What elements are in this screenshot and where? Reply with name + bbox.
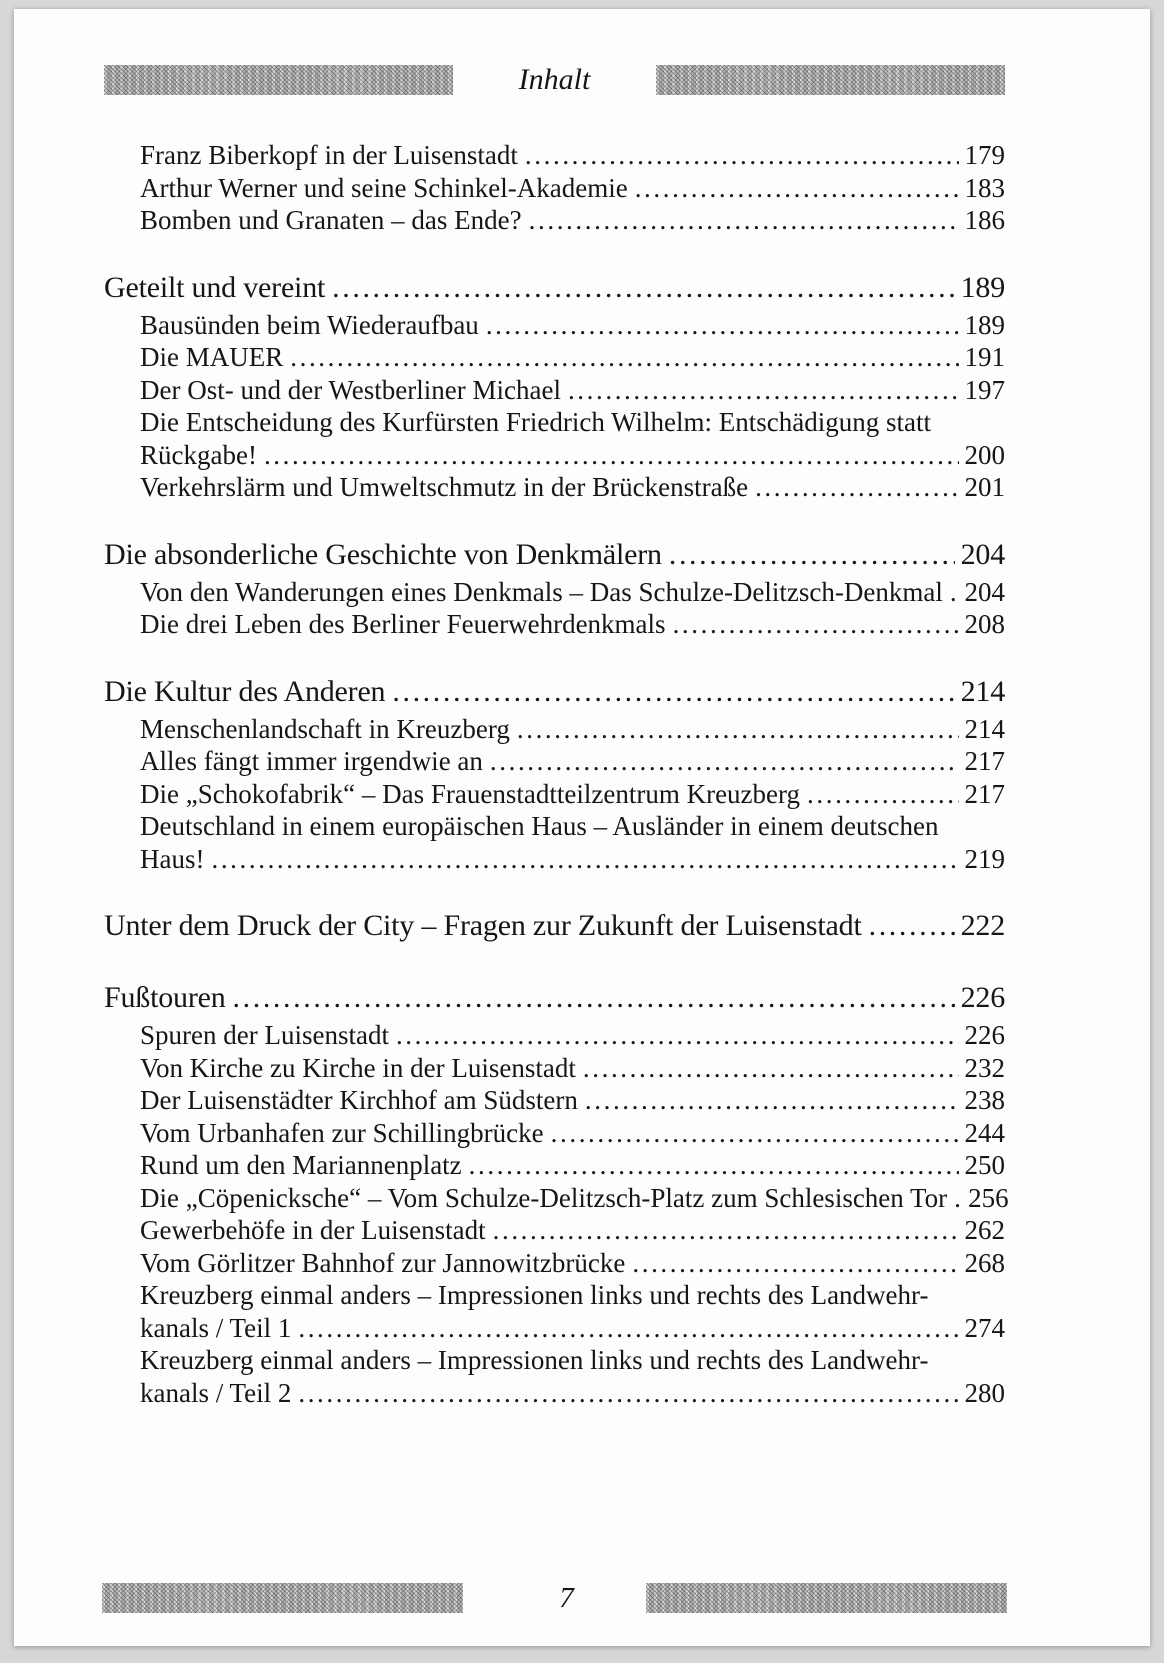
dot-leader xyxy=(486,309,959,342)
toc-page-number: 280 xyxy=(964,1377,1005,1408)
dot-leader xyxy=(211,843,958,876)
dot-leader xyxy=(755,471,958,504)
toc-item xyxy=(104,843,1005,876)
toc-item xyxy=(104,1019,1005,1052)
toc-item-title: Die „Schokofabrik“ – Das Frauenstadtteilzentrum Kreuzberg xyxy=(140,778,801,809)
toc-item xyxy=(104,341,1005,374)
toc-page-number: 204 xyxy=(960,537,1005,571)
header-right-hatch-bar xyxy=(656,65,1005,95)
toc-item xyxy=(104,471,1005,504)
dot-leader xyxy=(529,204,959,237)
toc-item xyxy=(104,204,1005,237)
dot-leader xyxy=(950,576,959,609)
toc-item xyxy=(104,745,1005,778)
toc-page-number: 179 xyxy=(964,140,1005,170)
toc-page-number: 222 xyxy=(960,909,1005,942)
toc-page-number: 217 xyxy=(964,778,1005,809)
toc-page-number: 201 xyxy=(964,472,1005,502)
toc-page-number: 208 xyxy=(964,609,1005,639)
toc-group xyxy=(104,977,1009,1409)
dot-leader xyxy=(869,905,955,947)
toc-item xyxy=(104,139,1005,172)
dot-leader xyxy=(298,1377,958,1410)
toc-page-number: 214 xyxy=(960,674,1005,708)
toc-page-number: 244 xyxy=(964,1117,1005,1148)
toc-page-number: 214 xyxy=(964,713,1005,744)
toc-section-title: Fußtouren xyxy=(104,981,226,1014)
page-header xyxy=(104,65,1005,95)
toc-item-title: Die drei Leben des Berliner Feuerwehrdenkmals xyxy=(140,609,666,639)
toc-item xyxy=(104,778,1005,811)
toc-item-title: Alles fängt immer irgendwie an xyxy=(140,746,483,776)
toc-page-number: 186 xyxy=(964,205,1005,235)
toc-item-title: Spuren der Luisenstadt xyxy=(140,1020,389,1050)
dot-leader xyxy=(233,977,955,1019)
scanned-page xyxy=(14,9,1150,1646)
toc-item-title: Arthur Werner und seine Schinkel-Akademie xyxy=(140,172,628,203)
footer-page-number: 7 xyxy=(559,1582,574,1614)
toc-section-heading xyxy=(104,671,1005,713)
toc-page-number: 262 xyxy=(964,1215,1005,1245)
header-left-hatch-bar xyxy=(104,65,453,95)
toc-item xyxy=(104,1247,1005,1280)
toc-item xyxy=(104,576,1005,609)
toc-item xyxy=(104,1149,1005,1182)
footer-right-hatch-bar xyxy=(646,1583,1007,1613)
toc-item xyxy=(104,374,1005,407)
toc-page-number: 238 xyxy=(964,1085,1005,1115)
toc-item-title: Vom Görlitzer Bahnhof zur Jannowitzbrücke xyxy=(140,1247,626,1278)
toc-page-number: 200 xyxy=(964,439,1005,470)
toc-item xyxy=(104,713,1005,746)
toc-page-number: 250 xyxy=(964,1150,1005,1180)
toc-page-number: 232 xyxy=(964,1052,1005,1083)
toc-page-number: 191 xyxy=(964,342,1005,372)
toc-group xyxy=(104,534,1005,641)
page-title: Inhalt xyxy=(518,63,591,96)
dot-leader xyxy=(517,713,959,746)
toc-section-title: Unter dem Druck der City – Fragen zur Zukunft der Luisenstadt xyxy=(104,909,862,942)
toc-page-number: 189 xyxy=(960,270,1005,304)
toc-item-first-line: Deutschland in einem europäischen Haus – Ausländer in einem deutschen xyxy=(140,811,939,841)
dot-leader xyxy=(954,1182,962,1215)
toc-page-number: 219 xyxy=(964,843,1005,874)
toc-page-number: 217 xyxy=(964,746,1005,776)
toc-item-title: Menschenlandschaft in Kreuzberg xyxy=(140,713,510,744)
toc-item-title: Der Ost- und der Westberliner Michael xyxy=(140,374,561,405)
toc-item-title: Bausünden beim Wiederaufbau xyxy=(140,309,479,340)
toc-item-title: Franz Biberkopf in der Luisenstadt xyxy=(140,140,518,170)
dot-leader xyxy=(264,439,959,472)
dot-leader xyxy=(396,1019,959,1052)
toc-item-first-line: Kreuzberg einmal anders – Impressionen links und rechts des Landwehr- xyxy=(140,1280,929,1310)
toc-item xyxy=(104,608,1005,641)
toc-page-number: 189 xyxy=(964,309,1005,340)
toc-item-title: Von Kirche zu Kirche in der Luisenstadt xyxy=(140,1052,576,1083)
dot-leader xyxy=(585,1084,959,1117)
toc-item-title: kanals / Teil 2 xyxy=(140,1377,292,1408)
toc-item xyxy=(104,1214,1005,1247)
dot-leader xyxy=(290,341,958,374)
toc-item-first-line: Kreuzberg einmal anders – Impressionen links und rechts des Landwehr- xyxy=(140,1345,929,1375)
toc-item-title: Gewerbehöfe in der Luisenstadt xyxy=(140,1215,486,1245)
page-footer xyxy=(102,1583,1007,1613)
toc-group xyxy=(104,671,1005,876)
toc-item-title: Verkehrslärm und Umweltschmutz in der Brückenstraße xyxy=(140,472,749,502)
toc-item xyxy=(104,172,1005,205)
dot-leader xyxy=(551,1117,959,1150)
toc-item xyxy=(104,439,1005,472)
toc-group xyxy=(104,267,1005,504)
toc-item xyxy=(104,1052,1005,1085)
toc-item xyxy=(104,309,1005,342)
toc-item-title: Vom Urbanhafen zur Schillingbrücke xyxy=(140,1117,544,1148)
toc-item-first-line: Die Entscheidung des Kurfürsten Friedrich Wilhelm: Entschädigung statt xyxy=(140,407,932,437)
dot-leader xyxy=(298,1312,958,1345)
toc-content xyxy=(104,63,1009,1409)
toc-page-number: 226 xyxy=(964,1020,1005,1050)
toc-item-title: Die MAUER xyxy=(140,342,284,372)
toc-item xyxy=(104,1377,1005,1410)
toc-section-heading xyxy=(104,905,1005,947)
toc-page-number: 197 xyxy=(964,374,1005,405)
toc-section-heading xyxy=(104,977,1005,1019)
toc-section-title: Die absonderliche Geschichte von Denkmälern xyxy=(104,537,662,571)
toc-item-title: Haus! xyxy=(140,843,205,874)
toc-item xyxy=(104,1084,1005,1117)
toc-item-title: Bomben und Granaten – das Ende? xyxy=(140,205,522,235)
toc-item-title: Die „Cöpenicksche“ – Vom Schulze-Delitzsch-Platz zum Schlesischen Tor xyxy=(140,1182,948,1213)
toc-item-title: Von den Wanderungen eines Denkmals – Das Schulze-Delitzsch-Denkmal xyxy=(140,576,943,607)
toc-page-number: 256 xyxy=(968,1182,1009,1213)
toc-section-heading xyxy=(104,534,1005,576)
toc-item-title: Rund um den Mariannenplatz xyxy=(140,1150,462,1180)
toc-section-title: Geteilt und vereint xyxy=(104,270,326,304)
toc-page-number: 204 xyxy=(964,576,1005,607)
toc-group xyxy=(104,905,1005,947)
dot-leader xyxy=(332,267,954,309)
toc-item xyxy=(104,1312,1005,1345)
dot-leader xyxy=(490,745,959,778)
toc-page-number: 183 xyxy=(964,172,1005,203)
toc-page-number: 268 xyxy=(964,1247,1005,1278)
dot-leader xyxy=(493,1214,959,1247)
dot-leader xyxy=(669,534,955,576)
toc-item-title: Rückgabe! xyxy=(140,439,257,470)
toc-item xyxy=(104,1182,1009,1215)
dot-leader xyxy=(807,778,958,811)
toc-page-number: 274 xyxy=(964,1312,1005,1343)
dot-leader xyxy=(673,608,959,641)
toc-item-title: Der Luisenstädter Kirchhof am Südstern xyxy=(140,1085,578,1115)
dot-leader xyxy=(392,671,954,713)
dot-leader xyxy=(583,1052,959,1085)
toc-section-heading xyxy=(104,267,1005,309)
toc-item xyxy=(104,1117,1005,1150)
dot-leader xyxy=(635,172,959,205)
dot-leader xyxy=(568,374,959,407)
dot-leader xyxy=(525,139,959,172)
dot-leader xyxy=(632,1247,958,1280)
footer-left-hatch-bar xyxy=(102,1583,463,1613)
toc-item-title: kanals / Teil 1 xyxy=(140,1312,292,1343)
dot-leader xyxy=(469,1149,959,1182)
toc-group xyxy=(104,139,1005,237)
toc-page-number: 226 xyxy=(960,981,1005,1014)
toc-section-title: Die Kultur des Anderen xyxy=(104,674,386,708)
